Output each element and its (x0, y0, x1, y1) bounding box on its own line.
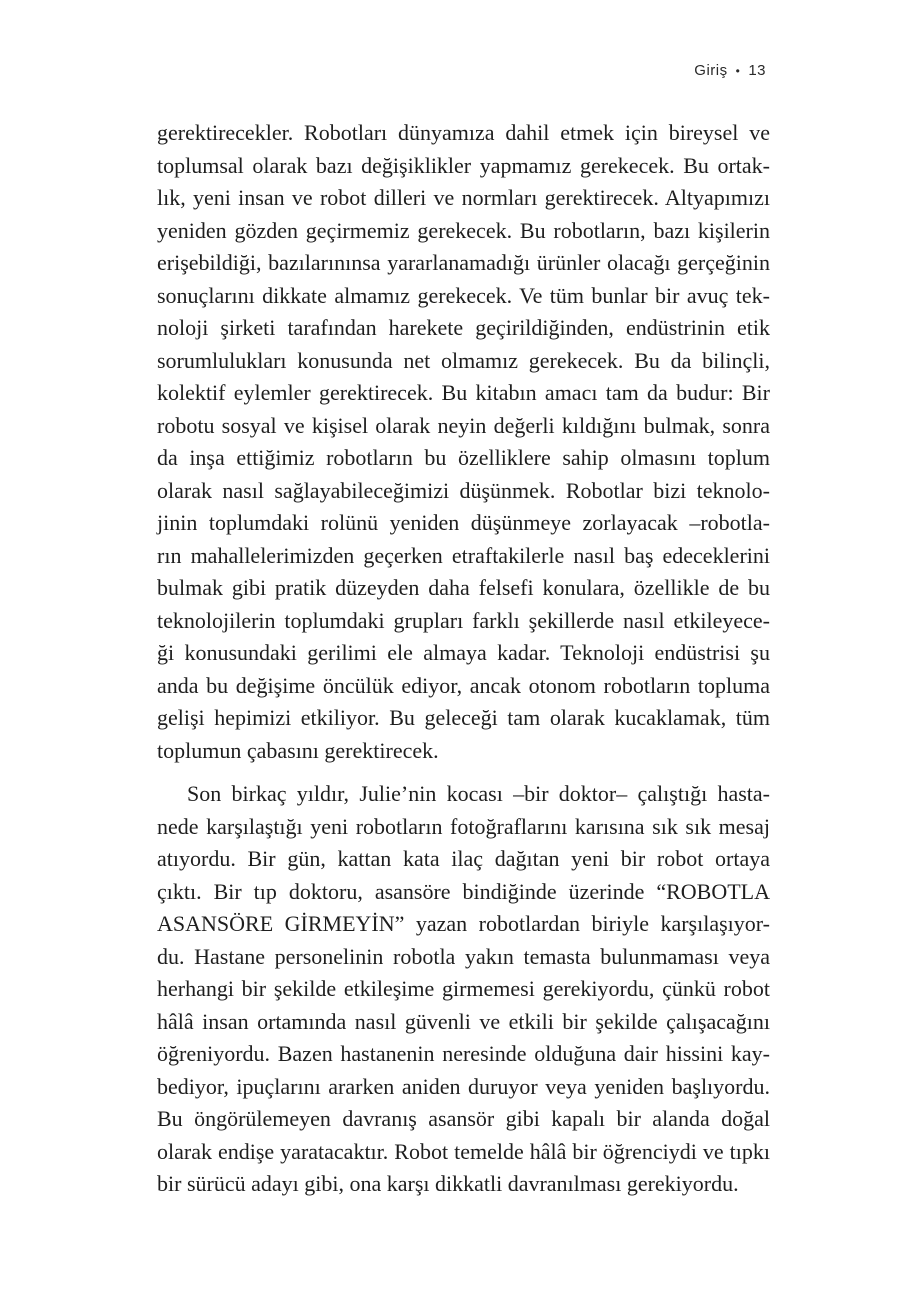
text-line: da inşa ettiğimiz robotların bu özelliklere sahip olmasını toplum (157, 445, 770, 470)
text-line: jinin toplumdaki rolünü yeniden düşünmeye zorlayacak –robotla- (157, 510, 770, 535)
text-line: teknolojilerin toplumdaki grupları farklı şekillerde nasıl etkileyece- (157, 607, 770, 633)
text-line: toplumun çabasını gerektirecek. (157, 737, 439, 763)
body-text (157, 117, 770, 1201)
text-line: ASANSÖRE GİRMEYİN” yazan robotlardan biriyle karşılaşıyor- (157, 911, 770, 936)
text-line: anda bu değişime öncülük ediyor, ancak otonom robotların topluma (157, 672, 770, 698)
text-line: herhangi bir şekilde etkileşime girmemesi gerekiyordu, çünkü robot (157, 976, 770, 1001)
text-line: lık, yeni insan ve robot dilleri ve normları gerektirecek. Altyapımızı (157, 185, 770, 210)
text-line: du. Hastane personelinin robotla yakın temasta bulunmaması veya (157, 943, 770, 969)
text-line: gelişi hepimizi etkiliyor. Bu geleceği tam olarak kucaklamak, tüm (157, 705, 770, 730)
paragraph (157, 117, 770, 767)
text-line: erişebildiği, bazılarınınsa yararlanamadığı ürünler olacağı gerçeğinin (157, 250, 770, 275)
section-title: Giriş (694, 62, 728, 79)
text-line: ği konusundaki gerilimi ele almaya kadar. Teknoloji endüstrisi şu (157, 640, 770, 665)
text-line: gerektirecekler. Robotları dünyamıza dahil etmek için bireysel ve (157, 120, 770, 145)
text-line: olarak endişe yaratacaktır. Robot temelde hâlâ bir öğrenciydi ve tıpkı (157, 1138, 770, 1164)
text-line: toplumsal olarak bazı değişiklikler yapmamız gerekecek. Bu ortak- (157, 152, 770, 178)
text-line: çıktı. Bir tıp doktoru, asansöre bindiğinde üzerinde “ROBOTLA (157, 878, 770, 904)
text-line: öğreniyordu. Bazen hastanenin neresinde olduğuna dair hissini kay- (157, 1041, 770, 1066)
text-line: kolektif eylemler gerektirecek. Bu kitabın amacı tam da budur: Bir (157, 380, 770, 405)
running-head (694, 62, 766, 79)
text-line: rın mahallelerimizden geçerken etraftakilerle nasıl baş edeceklerini (157, 542, 770, 568)
paragraph (157, 778, 770, 1201)
text-line: Son birkaç yıldır, Julie’nin kocası –bir doktor– çalıştığı hasta- (187, 781, 770, 806)
text-line: bir sürücü adayı gibi, ona karşı dikkatli davranılması gerekiyordu. (157, 1171, 739, 1196)
text-line: bediyor, ipuçlarını ararken aniden duruyor veya yeniden başlıyordu. (157, 1073, 770, 1099)
text-line: Bu öngörülemeyen davranış asansör gibi kapalı bir alanda doğal (157, 1106, 770, 1131)
text-line: robotu sosyal ve kişisel olarak neyin değerli kıldığını bulmak, sonra (157, 412, 770, 438)
text-line: hâlâ insan ortamında nasıl güvenli ve etkili bir şekilde çalışacağını (157, 1008, 770, 1034)
text-line: olarak nasıl sağlayabileceğimizi düşünmek. Robotlar bizi teknolo- (157, 477, 770, 503)
text-line: sorumlulukları konusunda net olmamız gerekecek. Bu da bilinçli, (157, 347, 770, 373)
header-separator: • (735, 64, 741, 78)
text-line: yeniden gözden geçirmemiz gerekecek. Bu robotların, bazı kişilerin (157, 217, 770, 243)
page-number: 13 (748, 62, 766, 79)
text-line: nede karşılaştığı yeni robotların fotoğraflarını karısına sık sık mesaj (157, 813, 770, 839)
text-line: bulmak gibi pratik düzeyden daha felsefi konulara, özellikle de bu (157, 575, 770, 600)
text-line: sonuçlarını dikkate almamız gerekecek. Ve tüm bunlar bir avuç tek- (157, 282, 770, 308)
text-line: atıyordu. Bir gün, kattan kata ilaç dağıtan yeni bir robot ortaya (157, 846, 770, 871)
text-line: noloji şirketi tarafından harekete geçirildiğinden, endüstrinin etik (157, 315, 770, 340)
